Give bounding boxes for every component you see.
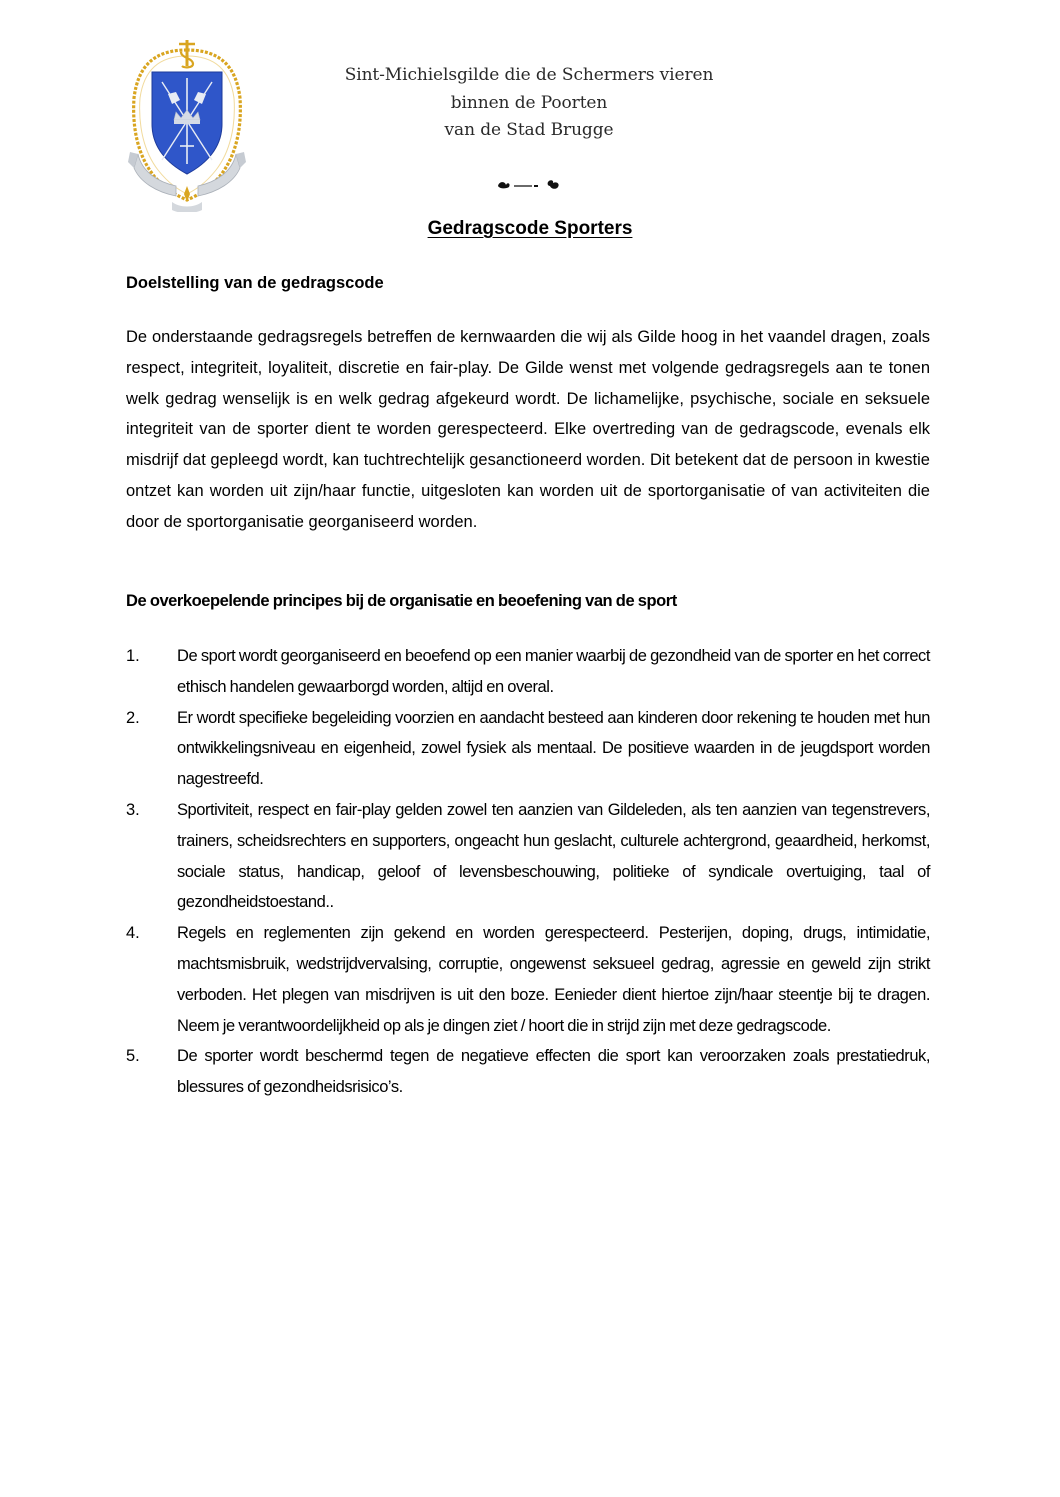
list-item-text: Regels en reglementen zijn gekend en worden gerespecteerd. Pesterijen, doping, drugs, intimidatie, machtsmisbruik, wedstrijdvervalsing, corruptie, ongewenst seksueel gedrag, agressie en geweld zijn strikt verboden. Het plegen van misdrijven is uit den boze. Eenieder dient hiertoe zijn/haar steentje bij te dragen. Neem je verantwoordelijkheid op als je dingen ziet / hoort die in strijd zijn met deze gedragscode. xyxy=(177,924,930,1035)
section-heading: Doelstelling van de gedragscode xyxy=(126,274,384,292)
letterhead-line: binnen de Poorten xyxy=(450,92,608,113)
list-item xyxy=(126,918,930,1041)
list-item-number: 5. xyxy=(126,1047,140,1066)
list-item-text: Er wordt specifieke begeleiding voorzien en aandacht besteed aan kinderen door rekening te houden met hun ontwikkelingsniveau en eigenheid, zowel fysiek als mentaal. De positieve waarden in de jeugdsport worden nagestreefd. xyxy=(177,708,930,789)
list-item-text: De sport wordt georganiseerd en beoefend op een manier waarbij de gezondheid van de sporter en het correct ethisch handelen gewaarborgd worden, altijd en overal. xyxy=(177,647,930,696)
principles-list xyxy=(126,641,930,1103)
page-title: Gedragscode Sporters xyxy=(427,218,633,239)
letterhead-line: van de Stad Brugge xyxy=(444,120,614,140)
list-item-number: 2. xyxy=(126,708,140,727)
list-item xyxy=(126,703,930,795)
guild-coat-of-arms-icon xyxy=(124,36,250,212)
list-item-number: 1. xyxy=(126,647,140,665)
section-paragraph: De onderstaande gedragsregels betreffen de kernwaarden die wij als Gilde hoog in het vaandel dragen, zoals respect, integriteit, loyaliteit, discretie en fair-play. De Gilde wenst met volgende gedragsregels aan te tonen welk gedrag wenselijk is en welk gedrag afgekeurd wordt. De lichamelijke, psychische, sociale en seksuele integriteit van de sporter dient te worden gerespecteerd. Elke overtreding van de gedragscode, evenals elk misdrijf dat gepleegd wordt, kan tuchtrechtelijk gesanctioneerd worden. Dit betekent dat de persoon in kwestie ontzet kan worden uit zijn/haar functie, uitgesloten kan worden uit de sportorganisatie of van activiteiten die door de sportorganisatie georganiseerd worden. xyxy=(126,328,930,531)
list-item xyxy=(126,795,930,918)
fleuron-divider-icon xyxy=(478,174,578,194)
list-item-text: De sporter wordt beschermd tegen de negatieve effecten die sport kan veroorzaken zoals prestatiedruk, blessures of gezondheidsrisico’s. xyxy=(177,1047,930,1097)
list-item xyxy=(126,1041,930,1103)
list-item-text: Sportiviteit, respect en fair-play gelden zowel ten aanzien van Gildeleden, als ten aanzien van tegenstrevers, trainers, scheidsrechters en supporters, ongeacht hun geslacht, culturele achtergrond, geaardheid, herkomst, sociale status, handicap, geloof of levensbeschouwing, politieke of syndicale overtuiging, taal of gezondheidstoestand.. xyxy=(177,800,930,912)
list-item-number: 3. xyxy=(126,800,140,819)
section-heading: De overkoepelende principes bij de organisatie en beoefening van de sport xyxy=(126,592,677,610)
letterhead xyxy=(300,62,758,145)
list-item xyxy=(126,641,930,703)
letterhead-line: Sint-Michielsgilde die de Schermers vieren xyxy=(344,65,714,85)
list-item-number: 4. xyxy=(126,924,140,943)
